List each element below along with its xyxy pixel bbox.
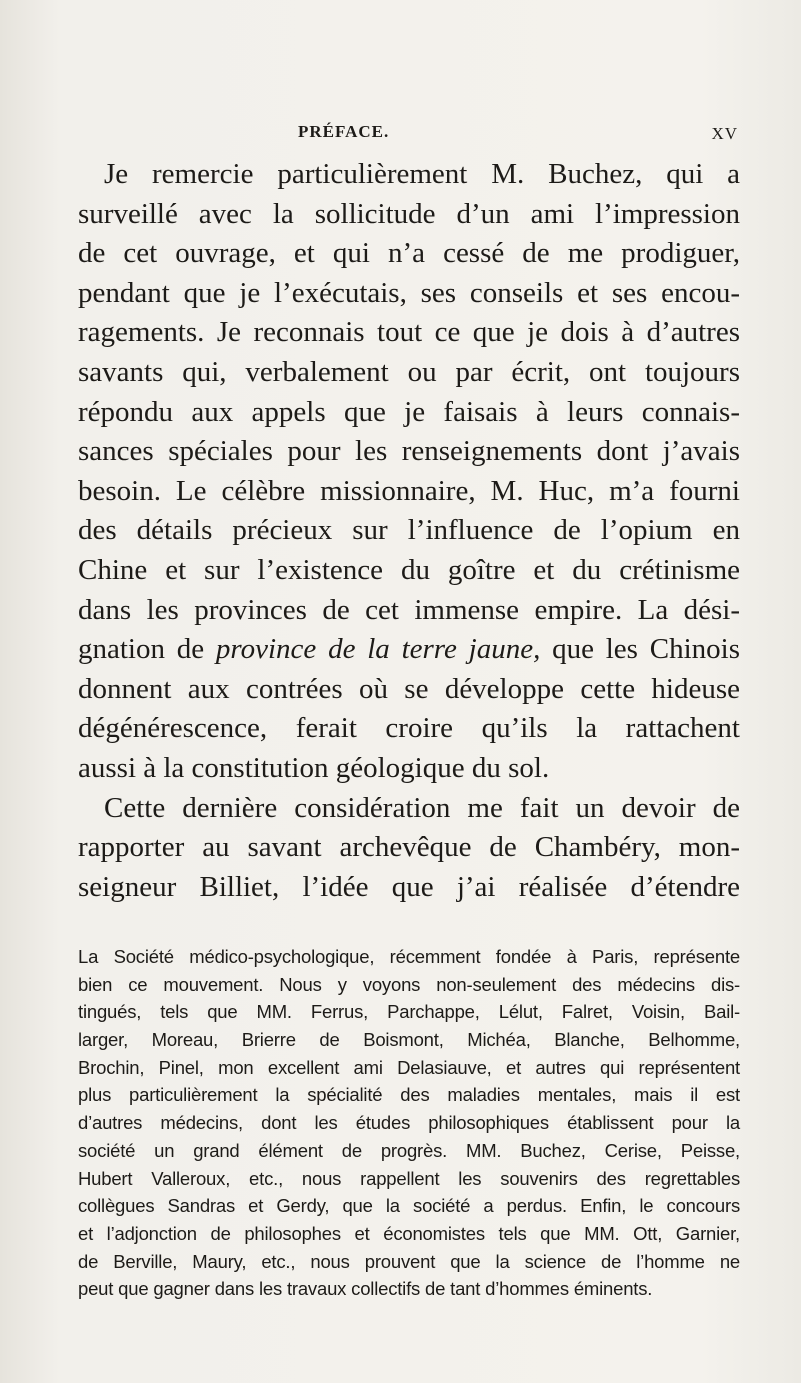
footnote (78, 943, 740, 1303)
footnote-line: d’autres médecins, dont les études philosophiques établissent pour la (78, 1112, 740, 1134)
text-line: de cet ouvrage, et qui n’a cessé de me prodiguer, (78, 237, 740, 270)
text-line: seigneur Billiet, l’idée que j’ai réalisée d’étendre (78, 870, 740, 903)
page-number: XV (711, 124, 738, 143)
text-line: pendant que je l’exécutais, ses conseils et ses encou- (78, 276, 740, 309)
text-line: répondu aux appels que je faisais à leurs connais- (78, 395, 740, 428)
text-segment: gnation de (78, 633, 216, 666)
footnote-line: larger, Moreau, Brierre de Boismont, Michéa, Blanche, Belhomme, (78, 1029, 740, 1051)
footnote-line: La Société médico-psychologique, récemment fondée à Paris, représente (78, 946, 740, 967)
text-line: donnent aux contrées où se développe cette hideuse (78, 672, 740, 705)
text-line: rapporter au savant archevêque de Chambéry, mon- (78, 831, 740, 864)
text-line: dégénérescence, ferait croire qu’ils la rattachent (78, 712, 740, 745)
footnote-line: et l’adjonction de philosophes et économistes tels que MM. Ott, Garnier, (78, 1222, 740, 1244)
text-line: Je remercie particulièrement M. Buchez, qui a (104, 158, 740, 190)
footnote-line: de Berville, Maury, etc., nous prouvent que la science de l’homme ne (78, 1250, 740, 1272)
footnote-line: tingués, tels que MM. Ferrus, Parchappe, Lélut, Falret, Voisin, Bail- (78, 1001, 740, 1023)
footnote-line: collègues Sandras et Gerdy, que la société a perdus. Enfin, le concours (78, 1195, 740, 1217)
main-text (78, 155, 740, 907)
text-line: sances spéciales pour les renseignements dont j’avais (78, 435, 740, 468)
footnote-line: Brochin, Pinel, mon excellent ami Delasiauve, et autres qui représentent (78, 1056, 740, 1078)
text-line: des détails précieux sur l’influence de l’opium en (78, 514, 740, 547)
text-line: ragements. Je reconnais tout ce que je dois à d’autres (78, 316, 740, 349)
running-head-title: PRÉFACE. (298, 122, 390, 141)
text-line-with-italic (78, 630, 740, 670)
text-line: besoin. Le célèbre missionnaire, M. Huc, m’a fourni (78, 474, 740, 507)
footnote-line: société un grand élément de progrès. MM. Buchez, Cerise, Peisse, (78, 1139, 740, 1161)
text-segment: que les Chinois (540, 633, 740, 666)
text-line: savants qui, verbalement ou par écrit, ont toujours (78, 355, 740, 388)
footnote-line: Hubert Valleroux, etc., nous rappellent les souvenirs des regrettables (78, 1167, 740, 1189)
running-head (78, 122, 738, 152)
footnote-line: plus particulièrement la spécialité des maladies mentales, mais il est (78, 1084, 740, 1106)
text-line: aussi à la constitution géologique du sol. (78, 751, 550, 784)
text-line: Chine et sur l’existence du goître et du crétinisme (78, 553, 740, 586)
footnote-line: bien ce mouvement. Nous y voyons non-seulement des médecins dis- (78, 973, 740, 995)
italic-phrase: province de la terre jaune, (215, 633, 541, 666)
text-line: Cette dernière considération me fait un devoir de (104, 791, 740, 824)
text-line: dans les provinces de cet immense empire. La dési- (78, 593, 740, 626)
text-line: surveillé avec la sollicitude d’un ami l’impression (78, 197, 740, 230)
footnote-line: peut que gagner dans les travaux collectifs de tant d’hommes éminents. (78, 1278, 653, 1300)
